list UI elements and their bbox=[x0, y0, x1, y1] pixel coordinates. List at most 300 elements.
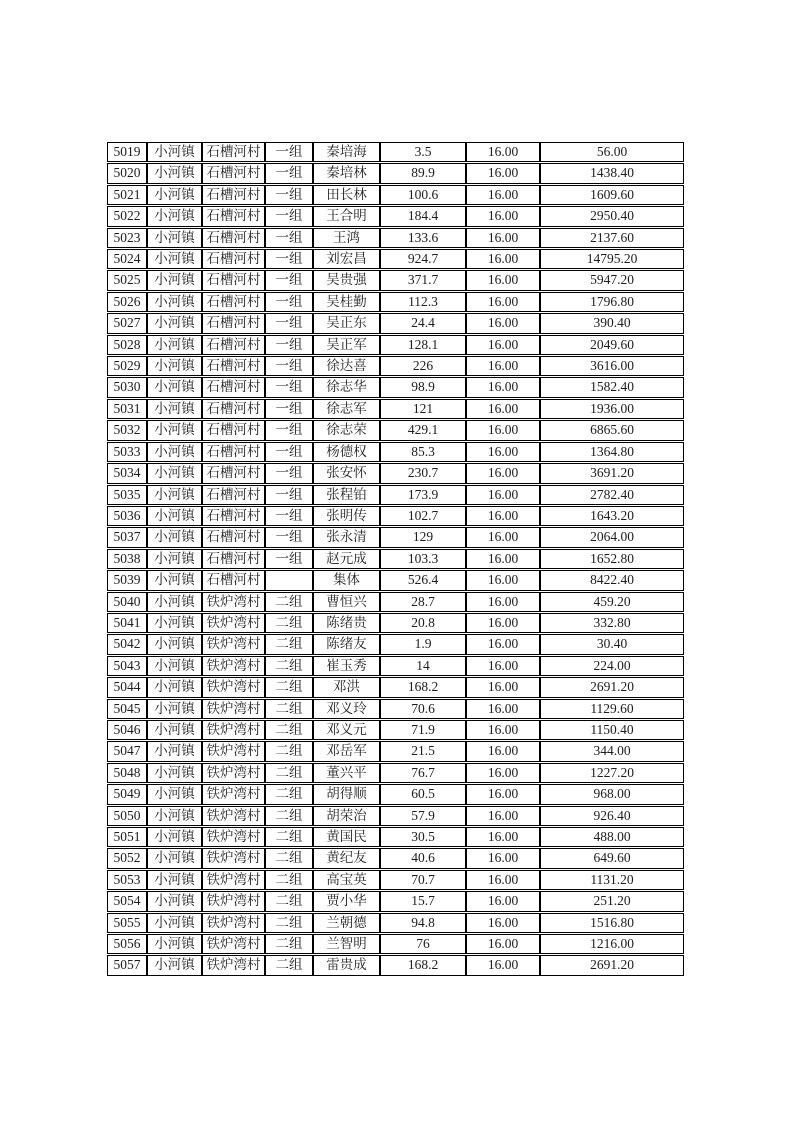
cell-price: 16.00 bbox=[466, 463, 540, 483]
cell-name: 陈绪友 bbox=[313, 634, 380, 654]
cell-town: 小河镇 bbox=[147, 656, 202, 676]
cell-price: 16.00 bbox=[466, 420, 540, 440]
cell-town: 小河镇 bbox=[147, 527, 202, 547]
cell-price: 16.00 bbox=[466, 399, 540, 419]
cell-id: 5041 bbox=[107, 613, 147, 633]
cell-town: 小河镇 bbox=[147, 699, 202, 719]
cell-amount: 344.00 bbox=[540, 741, 684, 761]
cell-group: 一组 bbox=[265, 549, 313, 569]
cell-id: 5043 bbox=[107, 656, 147, 676]
cell-town: 小河镇 bbox=[147, 891, 202, 911]
cell-area: 128.1 bbox=[380, 335, 466, 355]
cell-name: 王合明 bbox=[313, 206, 380, 226]
cell-town: 小河镇 bbox=[147, 377, 202, 397]
cell-town: 小河镇 bbox=[147, 313, 202, 333]
cell-amount: 2950.40 bbox=[540, 206, 684, 226]
table-row bbox=[107, 527, 684, 547]
cell-group: 一组 bbox=[265, 463, 313, 483]
cell-group: 一组 bbox=[265, 206, 313, 226]
cell-town: 小河镇 bbox=[147, 613, 202, 633]
cell-village: 铁炉湾村 bbox=[202, 848, 265, 868]
cell-village: 石槽河村 bbox=[202, 570, 265, 590]
cell-price: 16.00 bbox=[466, 163, 540, 183]
cell-name: 王鸿 bbox=[313, 228, 380, 248]
cell-amount: 1936.00 bbox=[540, 399, 684, 419]
cell-amount: 926.40 bbox=[540, 806, 684, 826]
cell-name: 徐志军 bbox=[313, 399, 380, 419]
cell-town: 小河镇 bbox=[147, 163, 202, 183]
cell-village: 石槽河村 bbox=[202, 463, 265, 483]
cell-area: 371.7 bbox=[380, 270, 466, 290]
cell-price: 16.00 bbox=[466, 549, 540, 569]
table-row bbox=[107, 549, 684, 569]
cell-town: 小河镇 bbox=[147, 784, 202, 804]
cell-id: 5045 bbox=[107, 699, 147, 719]
cell-amount: 1643.20 bbox=[540, 506, 684, 526]
cell-village: 铁炉湾村 bbox=[202, 741, 265, 761]
cell-name: 吴正东 bbox=[313, 313, 380, 333]
cell-group: 二组 bbox=[265, 720, 313, 740]
cell-amount: 2691.20 bbox=[540, 955, 684, 975]
cell-id: 5021 bbox=[107, 185, 147, 205]
cell-area: 121 bbox=[380, 399, 466, 419]
cell-amount: 1516.80 bbox=[540, 913, 684, 933]
cell-town: 小河镇 bbox=[147, 720, 202, 740]
cell-group: 一组 bbox=[265, 485, 313, 505]
cell-name: 雷贵成 bbox=[313, 955, 380, 975]
cell-area: 173.9 bbox=[380, 485, 466, 505]
cell-id: 5022 bbox=[107, 206, 147, 226]
cell-price: 16.00 bbox=[466, 848, 540, 868]
cell-name: 曹恒兴 bbox=[313, 592, 380, 612]
cell-price: 16.00 bbox=[466, 720, 540, 740]
table-row bbox=[107, 592, 684, 612]
cell-name: 崔玉秀 bbox=[313, 656, 380, 676]
cell-price: 16.00 bbox=[466, 699, 540, 719]
cell-price: 16.00 bbox=[466, 870, 540, 890]
cell-price: 16.00 bbox=[466, 913, 540, 933]
cell-id: 5033 bbox=[107, 442, 147, 462]
cell-group: 二组 bbox=[265, 634, 313, 654]
table-row bbox=[107, 142, 684, 162]
table-row bbox=[107, 420, 684, 440]
cell-area: 112.3 bbox=[380, 292, 466, 312]
cell-id: 5054 bbox=[107, 891, 147, 911]
cell-village: 铁炉湾村 bbox=[202, 784, 265, 804]
cell-town: 小河镇 bbox=[147, 442, 202, 462]
cell-name: 田长林 bbox=[313, 185, 380, 205]
cell-group: 二组 bbox=[265, 891, 313, 911]
cell-area: 76.7 bbox=[380, 763, 466, 783]
cell-name: 黄纪友 bbox=[313, 848, 380, 868]
cell-town: 小河镇 bbox=[147, 420, 202, 440]
cell-amount: 6865.60 bbox=[540, 420, 684, 440]
table-row bbox=[107, 806, 684, 826]
cell-village: 石槽河村 bbox=[202, 399, 265, 419]
table-row bbox=[107, 206, 684, 226]
table-row bbox=[107, 913, 684, 933]
cell-area: 100.6 bbox=[380, 185, 466, 205]
cell-amount: 251.20 bbox=[540, 891, 684, 911]
cell-id: 5028 bbox=[107, 335, 147, 355]
cell-group: 一组 bbox=[265, 292, 313, 312]
cell-amount: 1438.40 bbox=[540, 163, 684, 183]
cell-town: 小河镇 bbox=[147, 206, 202, 226]
cell-id: 5046 bbox=[107, 720, 147, 740]
cell-group: 二组 bbox=[265, 784, 313, 804]
cell-group: 一组 bbox=[265, 249, 313, 269]
cell-town: 小河镇 bbox=[147, 142, 202, 162]
cell-id: 5034 bbox=[107, 463, 147, 483]
cell-village: 石槽河村 bbox=[202, 163, 265, 183]
cell-area: 102.7 bbox=[380, 506, 466, 526]
cell-name: 刘宏昌 bbox=[313, 249, 380, 269]
table-row bbox=[107, 270, 684, 290]
cell-group: 一组 bbox=[265, 228, 313, 248]
cell-id: 5025 bbox=[107, 270, 147, 290]
cell-price: 16.00 bbox=[466, 313, 540, 333]
table-row bbox=[107, 442, 684, 462]
cell-price: 16.00 bbox=[466, 955, 540, 975]
cell-price: 16.00 bbox=[466, 677, 540, 697]
cell-area: 40.6 bbox=[380, 848, 466, 868]
cell-price: 16.00 bbox=[466, 249, 540, 269]
cell-group: 二组 bbox=[265, 848, 313, 868]
table-row bbox=[107, 185, 684, 205]
table-row bbox=[107, 335, 684, 355]
cell-name: 邓义玲 bbox=[313, 699, 380, 719]
cell-area: 76 bbox=[380, 934, 466, 954]
cell-price: 16.00 bbox=[466, 613, 540, 633]
cell-amount: 5947.20 bbox=[540, 270, 684, 290]
records-table bbox=[107, 141, 684, 977]
cell-group: 二组 bbox=[265, 677, 313, 697]
cell-town: 小河镇 bbox=[147, 827, 202, 847]
cell-price: 16.00 bbox=[466, 784, 540, 804]
cell-town: 小河镇 bbox=[147, 955, 202, 975]
table-row bbox=[107, 463, 684, 483]
cell-area: 133.6 bbox=[380, 228, 466, 248]
cell-group: 一组 bbox=[265, 356, 313, 376]
cell-name: 集体 bbox=[313, 570, 380, 590]
cell-group: 二组 bbox=[265, 955, 313, 975]
cell-town: 小河镇 bbox=[147, 677, 202, 697]
cell-village: 石槽河村 bbox=[202, 442, 265, 462]
table-row bbox=[107, 399, 684, 419]
cell-village: 铁炉湾村 bbox=[202, 934, 265, 954]
cell-group bbox=[265, 570, 313, 590]
cell-price: 16.00 bbox=[466, 228, 540, 248]
cell-amount: 14795.20 bbox=[540, 249, 684, 269]
cell-group: 二组 bbox=[265, 827, 313, 847]
cell-price: 16.00 bbox=[466, 592, 540, 612]
cell-town: 小河镇 bbox=[147, 228, 202, 248]
table-row bbox=[107, 613, 684, 633]
cell-id: 5057 bbox=[107, 955, 147, 975]
cell-amount: 459.20 bbox=[540, 592, 684, 612]
cell-amount: 488.00 bbox=[540, 827, 684, 847]
cell-area: 21.5 bbox=[380, 741, 466, 761]
cell-town: 小河镇 bbox=[147, 270, 202, 290]
cell-amount: 1652.80 bbox=[540, 549, 684, 569]
cell-id: 5020 bbox=[107, 163, 147, 183]
cell-group: 一组 bbox=[265, 142, 313, 162]
cell-name: 张永清 bbox=[313, 527, 380, 547]
cell-area: 85.3 bbox=[380, 442, 466, 462]
table-row bbox=[107, 784, 684, 804]
cell-group: 一组 bbox=[265, 313, 313, 333]
cell-town: 小河镇 bbox=[147, 634, 202, 654]
cell-price: 16.00 bbox=[466, 142, 540, 162]
cell-amount: 2691.20 bbox=[540, 677, 684, 697]
cell-village: 石槽河村 bbox=[202, 549, 265, 569]
cell-village: 石槽河村 bbox=[202, 356, 265, 376]
cell-price: 16.00 bbox=[466, 891, 540, 911]
cell-id: 5044 bbox=[107, 677, 147, 697]
cell-town: 小河镇 bbox=[147, 870, 202, 890]
cell-group: 二组 bbox=[265, 656, 313, 676]
cell-price: 16.00 bbox=[466, 527, 540, 547]
cell-area: 230.7 bbox=[380, 463, 466, 483]
cell-name: 高宝英 bbox=[313, 870, 380, 890]
cell-group: 一组 bbox=[265, 442, 313, 462]
cell-id: 5031 bbox=[107, 399, 147, 419]
cell-name: 董兴平 bbox=[313, 763, 380, 783]
cell-id: 5056 bbox=[107, 934, 147, 954]
cell-area: 57.9 bbox=[380, 806, 466, 826]
cell-amount: 30.40 bbox=[540, 634, 684, 654]
cell-price: 16.00 bbox=[466, 185, 540, 205]
cell-group: 二组 bbox=[265, 613, 313, 633]
cell-amount: 2782.40 bbox=[540, 485, 684, 505]
cell-area: 15.7 bbox=[380, 891, 466, 911]
cell-town: 小河镇 bbox=[147, 763, 202, 783]
cell-group: 二组 bbox=[265, 592, 313, 612]
cell-id: 5019 bbox=[107, 142, 147, 162]
cell-price: 16.00 bbox=[466, 356, 540, 376]
cell-town: 小河镇 bbox=[147, 506, 202, 526]
cell-price: 16.00 bbox=[466, 292, 540, 312]
cell-village: 铁炉湾村 bbox=[202, 913, 265, 933]
cell-town: 小河镇 bbox=[147, 913, 202, 933]
cell-id: 5039 bbox=[107, 570, 147, 590]
cell-area: 20.8 bbox=[380, 613, 466, 633]
cell-id: 5027 bbox=[107, 313, 147, 333]
cell-village: 石槽河村 bbox=[202, 313, 265, 333]
cell-amount: 332.80 bbox=[540, 613, 684, 633]
cell-amount: 1582.40 bbox=[540, 377, 684, 397]
cell-id: 5023 bbox=[107, 228, 147, 248]
cell-name: 张明传 bbox=[313, 506, 380, 526]
cell-village: 铁炉湾村 bbox=[202, 720, 265, 740]
cell-group: 一组 bbox=[265, 399, 313, 419]
cell-id: 5051 bbox=[107, 827, 147, 847]
cell-village: 铁炉湾村 bbox=[202, 806, 265, 826]
cell-name: 吴桂勤 bbox=[313, 292, 380, 312]
cell-name: 贾小华 bbox=[313, 891, 380, 911]
cell-village: 铁炉湾村 bbox=[202, 634, 265, 654]
table-row bbox=[107, 699, 684, 719]
cell-name: 邓洪 bbox=[313, 677, 380, 697]
cell-area: 70.7 bbox=[380, 870, 466, 890]
cell-name: 秦培海 bbox=[313, 142, 380, 162]
cell-id: 5032 bbox=[107, 420, 147, 440]
cell-price: 16.00 bbox=[466, 377, 540, 397]
table-row bbox=[107, 249, 684, 269]
cell-village: 铁炉湾村 bbox=[202, 613, 265, 633]
cell-village: 石槽河村 bbox=[202, 270, 265, 290]
cell-town: 小河镇 bbox=[147, 549, 202, 569]
cell-amount: 2137.60 bbox=[540, 228, 684, 248]
cell-town: 小河镇 bbox=[147, 292, 202, 312]
cell-group: 二组 bbox=[265, 763, 313, 783]
cell-name: 陈绪贵 bbox=[313, 613, 380, 633]
cell-group: 一组 bbox=[265, 185, 313, 205]
cell-price: 16.00 bbox=[466, 206, 540, 226]
records-table-body bbox=[107, 142, 684, 976]
cell-village: 石槽河村 bbox=[202, 228, 265, 248]
cell-area: 526.4 bbox=[380, 570, 466, 590]
cell-amount: 1227.20 bbox=[540, 763, 684, 783]
cell-area: 429.1 bbox=[380, 420, 466, 440]
cell-village: 铁炉湾村 bbox=[202, 677, 265, 697]
cell-village: 石槽河村 bbox=[202, 335, 265, 355]
cell-town: 小河镇 bbox=[147, 848, 202, 868]
cell-id: 5050 bbox=[107, 806, 147, 826]
cell-name: 吴正军 bbox=[313, 335, 380, 355]
cell-name: 徐达喜 bbox=[313, 356, 380, 376]
cell-area: 184.4 bbox=[380, 206, 466, 226]
cell-village: 石槽河村 bbox=[202, 249, 265, 269]
cell-name: 杨德权 bbox=[313, 442, 380, 462]
table-row bbox=[107, 292, 684, 312]
cell-id: 5053 bbox=[107, 870, 147, 890]
cell-town: 小河镇 bbox=[147, 399, 202, 419]
cell-area: 60.5 bbox=[380, 784, 466, 804]
cell-group: 一组 bbox=[265, 527, 313, 547]
cell-town: 小河镇 bbox=[147, 934, 202, 954]
cell-price: 16.00 bbox=[466, 570, 540, 590]
cell-group: 二组 bbox=[265, 913, 313, 933]
table-row bbox=[107, 870, 684, 890]
table-row bbox=[107, 656, 684, 676]
cell-village: 铁炉湾村 bbox=[202, 592, 265, 612]
table-row bbox=[107, 313, 684, 333]
cell-group: 二组 bbox=[265, 934, 313, 954]
cell-village: 石槽河村 bbox=[202, 185, 265, 205]
cell-village: 铁炉湾村 bbox=[202, 656, 265, 676]
table-row bbox=[107, 570, 684, 590]
table-row bbox=[107, 634, 684, 654]
cell-amount: 1364.80 bbox=[540, 442, 684, 462]
cell-village: 铁炉湾村 bbox=[202, 870, 265, 890]
cell-village: 石槽河村 bbox=[202, 142, 265, 162]
cell-amount: 1131.20 bbox=[540, 870, 684, 890]
cell-price: 16.00 bbox=[466, 270, 540, 290]
cell-id: 5055 bbox=[107, 913, 147, 933]
table-row bbox=[107, 891, 684, 911]
cell-area: 103.3 bbox=[380, 549, 466, 569]
cell-price: 16.00 bbox=[466, 763, 540, 783]
table-row bbox=[107, 720, 684, 740]
cell-village: 铁炉湾村 bbox=[202, 955, 265, 975]
cell-amount: 1796.80 bbox=[540, 292, 684, 312]
cell-amount: 8422.40 bbox=[540, 570, 684, 590]
table-row bbox=[107, 763, 684, 783]
cell-name: 兰朝德 bbox=[313, 913, 380, 933]
cell-name: 吴贵强 bbox=[313, 270, 380, 290]
cell-name: 胡荣治 bbox=[313, 806, 380, 826]
table-row bbox=[107, 955, 684, 975]
cell-area: 89.9 bbox=[380, 163, 466, 183]
cell-area: 28.7 bbox=[380, 592, 466, 612]
cell-name: 黄国民 bbox=[313, 827, 380, 847]
cell-price: 16.00 bbox=[466, 656, 540, 676]
cell-id: 5036 bbox=[107, 506, 147, 526]
cell-amount: 224.00 bbox=[540, 656, 684, 676]
cell-amount: 1150.40 bbox=[540, 720, 684, 740]
cell-area: 98.9 bbox=[380, 377, 466, 397]
cell-id: 5030 bbox=[107, 377, 147, 397]
cell-price: 16.00 bbox=[466, 634, 540, 654]
cell-id: 5038 bbox=[107, 549, 147, 569]
cell-town: 小河镇 bbox=[147, 335, 202, 355]
cell-town: 小河镇 bbox=[147, 570, 202, 590]
cell-village: 铁炉湾村 bbox=[202, 699, 265, 719]
cell-amount: 56.00 bbox=[540, 142, 684, 162]
cell-price: 16.00 bbox=[466, 335, 540, 355]
cell-price: 16.00 bbox=[466, 741, 540, 761]
cell-town: 小河镇 bbox=[147, 463, 202, 483]
cell-town: 小河镇 bbox=[147, 741, 202, 761]
cell-price: 16.00 bbox=[466, 442, 540, 462]
cell-group: 二组 bbox=[265, 870, 313, 890]
cell-id: 5042 bbox=[107, 634, 147, 654]
table-row bbox=[107, 485, 684, 505]
cell-group: 二组 bbox=[265, 699, 313, 719]
cell-village: 石槽河村 bbox=[202, 485, 265, 505]
cell-amount: 3691.20 bbox=[540, 463, 684, 483]
cell-village: 铁炉湾村 bbox=[202, 763, 265, 783]
cell-village: 铁炉湾村 bbox=[202, 891, 265, 911]
cell-id: 5029 bbox=[107, 356, 147, 376]
cell-town: 小河镇 bbox=[147, 356, 202, 376]
cell-amount: 2064.00 bbox=[540, 527, 684, 547]
table-row bbox=[107, 677, 684, 697]
cell-area: 70.6 bbox=[380, 699, 466, 719]
cell-group: 一组 bbox=[265, 163, 313, 183]
cell-price: 16.00 bbox=[466, 827, 540, 847]
cell-area: 168.2 bbox=[380, 677, 466, 697]
cell-town: 小河镇 bbox=[147, 249, 202, 269]
cell-price: 16.00 bbox=[466, 506, 540, 526]
table-row bbox=[107, 934, 684, 954]
cell-id: 5024 bbox=[107, 249, 147, 269]
table-row bbox=[107, 827, 684, 847]
cell-group: 二组 bbox=[265, 741, 313, 761]
cell-village: 石槽河村 bbox=[202, 506, 265, 526]
table-row bbox=[107, 228, 684, 248]
cell-area: 1.9 bbox=[380, 634, 466, 654]
cell-group: 二组 bbox=[265, 806, 313, 826]
cell-name: 邓义元 bbox=[313, 720, 380, 740]
cell-name: 张安怀 bbox=[313, 463, 380, 483]
table-row bbox=[107, 163, 684, 183]
cell-area: 3.5 bbox=[380, 142, 466, 162]
cell-area: 168.2 bbox=[380, 955, 466, 975]
cell-price: 16.00 bbox=[466, 485, 540, 505]
cell-group: 一组 bbox=[265, 420, 313, 440]
